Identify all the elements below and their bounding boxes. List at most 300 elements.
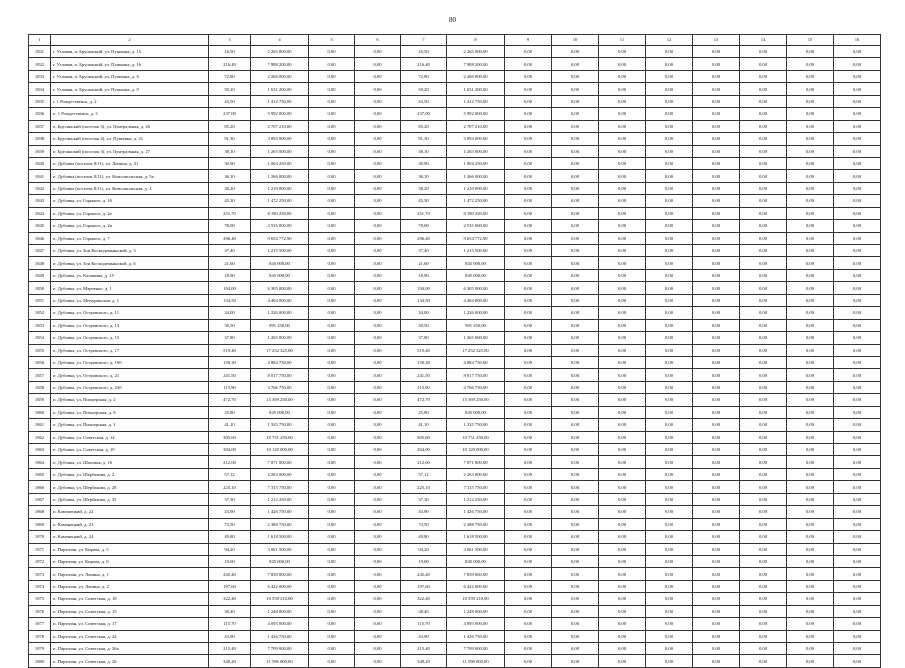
row-number-cell: 1832 <box>29 58 51 70</box>
value-cell: 0,00 <box>599 257 646 269</box>
value-cell: 0,00 <box>834 282 881 294</box>
value-cell: 0,00 <box>505 419 552 431</box>
row-number-cell: 1870 <box>29 531 51 543</box>
row-number-cell: 1849 <box>29 269 51 281</box>
address-cell: п. Партизан, ул. Ленина, д. 1 <box>51 568 209 580</box>
value-cell: 0,00 <box>355 95 401 107</box>
value-cell: 0,00 <box>834 506 881 518</box>
table-row <box>29 195 881 207</box>
value-cell: 0,00 <box>693 468 740 480</box>
value-cell: 0,00 <box>693 655 740 667</box>
table-row <box>29 630 881 642</box>
row-number-cell: 1850 <box>29 282 51 294</box>
address-cell: п. Дубовка, ул. Зои Космодемьянской, д. 3 <box>51 245 209 257</box>
row-number-cell: 1853 <box>29 319 51 331</box>
value-cell: 0,00 <box>693 506 740 518</box>
value-cell: 0,00 <box>740 257 787 269</box>
address-cell: п. Дубовка, ул. Островского, д. 11 <box>51 307 209 319</box>
value-cell: 0,00 <box>355 344 401 356</box>
value-cell: 0,00 <box>599 220 646 232</box>
value-cell: 0,00 <box>693 307 740 319</box>
value-cell: 0,00 <box>599 394 646 406</box>
value-cell: 0,00 <box>787 543 834 555</box>
value-cell: 0,00 <box>552 531 599 543</box>
value-cell: 5 992 000,00 <box>447 108 505 120</box>
value-cell: 0,00 <box>834 543 881 555</box>
table-row <box>29 307 881 319</box>
value-cell: 0,00 <box>646 506 693 518</box>
value-cell: 0,00 <box>505 269 552 281</box>
value-cell: 0,00 <box>834 394 881 406</box>
value-cell: 0,00 <box>355 419 401 431</box>
table-row <box>29 145 881 157</box>
value-cell: 41,10 <box>401 419 447 431</box>
value-cell: 0,00 <box>599 543 646 555</box>
address-cell: п. Партизан, ул. Советская, д. 26а <box>51 643 209 655</box>
value-cell: 11 596 000,00 <box>251 655 309 667</box>
value-cell: 0,00 <box>309 406 355 418</box>
table-row <box>29 369 881 381</box>
address-cell: п. Брусянский (поселок 3), ул. Центральная, д. 26 <box>51 120 209 132</box>
value-cell: 212,00 <box>209 456 251 468</box>
value-cell: 0,00 <box>599 307 646 319</box>
value-cell: 0,00 <box>740 157 787 169</box>
column-header-15: 15 <box>787 35 834 46</box>
value-cell: 0,00 <box>834 245 881 257</box>
value-cell: 0,00 <box>787 605 834 617</box>
value-cell: 0,00 <box>505 394 552 406</box>
value-cell: 2 535 000,00 <box>447 220 505 232</box>
value-cell: 38,20 <box>401 182 447 194</box>
value-cell: 0,00 <box>309 580 355 592</box>
value-cell: 0,00 <box>693 319 740 331</box>
value-cell: 1 210 000,00 <box>447 182 505 194</box>
value-cell: 5 992 000,00 <box>251 108 309 120</box>
value-cell: 0,00 <box>309 431 355 443</box>
value-cell: 0,00 <box>834 655 881 667</box>
value-cell: 0,00 <box>646 269 693 281</box>
value-cell: 0,00 <box>646 195 693 207</box>
value-cell: 0,00 <box>646 444 693 456</box>
value-cell: 0,00 <box>740 46 787 58</box>
value-cell: 0,00 <box>309 108 355 120</box>
value-cell: 519,40 <box>401 344 447 356</box>
table-row <box>29 381 881 393</box>
value-cell: 0,00 <box>599 344 646 356</box>
row-number-cell: 1833 <box>29 70 51 82</box>
value-cell: 0,00 <box>355 220 401 232</box>
value-cell: 0,00 <box>646 182 693 194</box>
value-cell: 0,00 <box>355 157 401 169</box>
value-cell: 0,00 <box>740 493 787 505</box>
value-cell: 1 212 250,00 <box>447 493 505 505</box>
value-cell: 0,00 <box>599 369 646 381</box>
value-cell: 0,00 <box>646 655 693 667</box>
value-cell: 18,90 <box>401 269 447 281</box>
value-cell: 0,00 <box>787 170 834 182</box>
value-cell: 0,00 <box>834 456 881 468</box>
value-cell: 0,00 <box>740 456 787 468</box>
value-cell: 0,00 <box>740 58 787 70</box>
value-cell: 0,00 <box>309 531 355 543</box>
value-cell: 0,00 <box>599 282 646 294</box>
value-cell: 0,00 <box>646 58 693 70</box>
value-cell: 0,00 <box>505 481 552 493</box>
value-cell: 0,00 <box>309 493 355 505</box>
address-cell: п. Дубовка, ул. Марченко, д. 1 <box>51 282 209 294</box>
value-cell: 0,00 <box>552 70 599 82</box>
row-number-cell: 1841 <box>29 170 51 182</box>
address-cell: п. Дубовка, ул. Калинина, д. 15 <box>51 269 209 281</box>
value-cell: 0,00 <box>834 257 881 269</box>
value-cell: 845 000,00 <box>447 555 505 567</box>
value-cell: 0,00 <box>309 593 355 605</box>
value-cell: 0,00 <box>693 568 740 580</box>
address-cell: п. Партизан, ул. Ленина, д. 2 <box>51 580 209 592</box>
value-cell: 0,00 <box>740 531 787 543</box>
value-cell: 10 120 000,00 <box>447 444 505 456</box>
address-cell: п. Партизан, ул. Советская, д. 24 <box>51 630 209 642</box>
value-cell: 10 559 210,00 <box>251 593 309 605</box>
value-cell: 845 000,00 <box>251 257 309 269</box>
value-cell: 0,00 <box>834 468 881 480</box>
value-cell: 0,00 <box>309 319 355 331</box>
value-cell: 0,00 <box>505 133 552 145</box>
column-header-2: 2 <box>51 35 209 46</box>
value-cell: 0,00 <box>355 481 401 493</box>
value-cell: 0,00 <box>834 207 881 219</box>
value-cell: 0,00 <box>646 419 693 431</box>
value-cell: 0,00 <box>309 195 355 207</box>
value-cell: 0,00 <box>355 282 401 294</box>
value-cell: 37,30 <box>209 493 251 505</box>
value-cell: 0,00 <box>834 220 881 232</box>
value-cell: 0,00 <box>787 431 834 443</box>
value-cell: 0,00 <box>355 46 401 58</box>
value-cell: 241,50 <box>209 369 251 381</box>
value-cell: 0,00 <box>552 182 599 194</box>
value-cell: 0,00 <box>693 195 740 207</box>
value-cell: 0,00 <box>599 618 646 630</box>
value-cell: 0,00 <box>552 580 599 592</box>
value-cell: 0,00 <box>505 145 552 157</box>
address-cell: п. Дубовка, ул. Шербакова, д. 28 <box>51 481 209 493</box>
value-cell: 0,00 <box>834 381 881 393</box>
value-cell: 36,10 <box>401 170 447 182</box>
value-cell: 0,00 <box>787 319 834 331</box>
value-cell: 0,00 <box>646 344 693 356</box>
table-row <box>29 83 881 95</box>
value-cell: 0,00 <box>599 58 646 70</box>
value-cell: 0,00 <box>646 369 693 381</box>
address-cell: п. Дубовка, ул. Советская, д. 19 <box>51 444 209 456</box>
value-cell: 0,00 <box>309 245 355 257</box>
value-cell: 0,00 <box>599 518 646 530</box>
value-cell: 0,00 <box>599 444 646 456</box>
value-cell: 0,00 <box>787 419 834 431</box>
value-cell: 7 315 750,00 <box>447 481 505 493</box>
value-cell: 0,00 <box>646 481 693 493</box>
value-cell: 0,00 <box>599 381 646 393</box>
value-cell: 0,00 <box>646 493 693 505</box>
value-cell: 0,00 <box>646 568 693 580</box>
table-row <box>29 220 881 232</box>
value-cell: 0,00 <box>355 170 401 182</box>
value-cell: 0,00 <box>787 655 834 667</box>
table-row <box>29 232 881 244</box>
column-header-4: 4 <box>251 35 309 46</box>
row-number-cell: 1840 <box>29 157 51 169</box>
value-cell: 0,00 <box>740 282 787 294</box>
value-cell: 0,00 <box>309 58 355 70</box>
address-cell: п. Партизан, ул. Кирова, д. 5 <box>51 543 209 555</box>
value-cell: 3 094 000,00 <box>447 133 505 145</box>
value-cell: 0,00 <box>740 568 787 580</box>
value-cell: 43,50 <box>401 95 447 107</box>
value-cell: 0,00 <box>309 456 355 468</box>
row-number-cell: 1845 <box>29 220 51 232</box>
value-cell: 0,00 <box>787 269 834 281</box>
value-cell: 0,00 <box>355 207 401 219</box>
value-cell: 0,00 <box>740 593 787 605</box>
value-cell: 0,00 <box>505 195 552 207</box>
value-cell: 0,00 <box>355 145 401 157</box>
address-cell: г. Узловая, п. Брусянский, ул. Пушкина, д. 8 <box>51 70 209 82</box>
value-cell: 0,00 <box>309 643 355 655</box>
value-cell: 0,00 <box>834 145 881 157</box>
value-cell: 7 315 750,00 <box>251 481 309 493</box>
row-number-cell: 1835 <box>29 95 51 107</box>
value-cell: 0,00 <box>552 46 599 58</box>
value-cell: 0,00 <box>505 605 552 617</box>
value-cell: 0,00 <box>646 381 693 393</box>
value-cell: 0,00 <box>787 108 834 120</box>
value-cell: 0,00 <box>355 630 401 642</box>
value-cell: 2 266 000,00 <box>251 70 309 82</box>
address-cell: п. Дубовка (поселок 8/11), ул. Комсомольская, д. 4 <box>51 182 209 194</box>
column-header-8: 8 <box>447 35 505 46</box>
value-cell: 1 266 000,00 <box>447 170 505 182</box>
value-cell: 0,00 <box>505 245 552 257</box>
value-cell: 0,00 <box>787 643 834 655</box>
value-cell: 57,12 <box>209 468 251 480</box>
value-cell: 0,00 <box>787 282 834 294</box>
value-cell: 0,00 <box>693 70 740 82</box>
address-cell: п. Дубовка, ул. Островского, д. 17 <box>51 344 209 356</box>
value-cell: 0,00 <box>552 431 599 443</box>
value-cell: 0,00 <box>552 493 599 505</box>
value-cell: 296,40 <box>209 232 251 244</box>
value-cell: 0,00 <box>505 170 552 182</box>
value-cell: 115,70 <box>401 618 447 630</box>
value-cell: 0,00 <box>693 145 740 157</box>
value-cell: 0,00 <box>552 319 599 331</box>
value-cell: 38,10 <box>209 145 251 157</box>
value-cell: 0,00 <box>787 369 834 381</box>
address-cell: г. Узловая, п. Брусянский, ул. Пушкина, д. 9 <box>51 83 209 95</box>
value-cell: 0,00 <box>646 145 693 157</box>
value-cell: 0,00 <box>505 83 552 95</box>
address-cell: п. 1 Рождественск, д. 3 <box>51 108 209 120</box>
value-cell: 7 839 000,00 <box>447 568 505 580</box>
address-cell: п. Каменецкий, д. 24 <box>51 531 209 543</box>
table-row <box>29 257 881 269</box>
value-cell: 0,00 <box>505 593 552 605</box>
value-cell: 0,00 <box>787 381 834 393</box>
value-cell: 0,00 <box>787 568 834 580</box>
value-cell: 0,00 <box>787 406 834 418</box>
value-cell: 0,00 <box>834 531 881 543</box>
value-cell: 0,00 <box>309 568 355 580</box>
value-cell: 2 265 000,00 <box>251 46 309 58</box>
value-cell: 0,00 <box>505 294 552 306</box>
value-cell: 0,00 <box>599 468 646 480</box>
value-cell: 0,00 <box>693 406 740 418</box>
value-cell: 0,00 <box>834 95 881 107</box>
value-cell: 1 335 750,00 <box>251 419 309 431</box>
value-cell: 194,00 <box>209 282 251 294</box>
value-cell: 0,00 <box>740 344 787 356</box>
table-row <box>29 120 881 132</box>
value-cell: 9 654 772,90 <box>447 232 505 244</box>
value-cell: 0,00 <box>834 46 881 58</box>
value-cell: 0,00 <box>646 46 693 58</box>
value-cell: 0,00 <box>787 481 834 493</box>
value-cell: 0,00 <box>693 46 740 58</box>
column-header-12: 12 <box>646 35 693 46</box>
value-cell: 0,00 <box>309 605 355 617</box>
address-cell: п. Партизан, ул. Советская, д. 17 <box>51 618 209 630</box>
value-cell: 0,00 <box>355 568 401 580</box>
value-cell: 0,00 <box>552 108 599 120</box>
value-cell: 7 709 000,00 <box>251 643 309 655</box>
value-cell: 0,00 <box>646 257 693 269</box>
value-cell: 0,00 <box>355 182 401 194</box>
value-cell: 0,00 <box>552 232 599 244</box>
value-cell: 0,00 <box>505 46 552 58</box>
value-cell: 15 369 250,00 <box>447 394 505 406</box>
value-cell: 9 654 772,90 <box>251 232 309 244</box>
row-number-cell: 1836 <box>29 108 51 120</box>
value-cell: 45,30 <box>209 195 251 207</box>
value-cell: 37,40 <box>209 245 251 257</box>
value-cell: 0,00 <box>834 319 881 331</box>
value-cell: 0,00 <box>693 95 740 107</box>
value-cell: 0,00 <box>787 245 834 257</box>
value-cell: 0,00 <box>834 133 881 145</box>
value-cell: 34,00 <box>401 307 447 319</box>
value-cell: 37,30 <box>401 493 447 505</box>
address-cell: г. Узловая, п. Брусянский, ул. Пушкина, д. 15 <box>51 46 209 58</box>
value-cell: 0,00 <box>646 543 693 555</box>
address-cell: п. Дубовка, ул. Островского, д. 15 <box>51 332 209 344</box>
value-cell: 0,00 <box>646 307 693 319</box>
value-cell: 91,30 <box>209 133 251 145</box>
value-cell: 0,00 <box>355 431 401 443</box>
value-cell: 0,00 <box>693 580 740 592</box>
value-cell: 0,00 <box>646 70 693 82</box>
value-cell: 0,00 <box>599 145 646 157</box>
value-cell: 0,00 <box>599 593 646 605</box>
address-cell: п. Дубовка (поселок 8/11), ул. Ленина, д. 31 <box>51 157 209 169</box>
value-cell: 0,00 <box>552 294 599 306</box>
value-cell: 0,00 <box>309 269 355 281</box>
value-cell: 0,00 <box>309 70 355 82</box>
value-cell: 0,00 <box>599 294 646 306</box>
value-cell: 1 426 750,00 <box>251 506 309 518</box>
value-cell: 115,90 <box>209 381 251 393</box>
value-cell: 0,00 <box>599 580 646 592</box>
value-cell: 0,00 <box>693 493 740 505</box>
column-header-1: 1 <box>29 35 51 46</box>
value-cell: 0,00 <box>309 630 355 642</box>
value-cell: 72,80 <box>401 70 447 82</box>
value-cell: 0,00 <box>646 456 693 468</box>
value-cell: 0,00 <box>552 506 599 518</box>
value-cell: 0,00 <box>834 431 881 443</box>
value-cell: 1 412 750,00 <box>251 95 309 107</box>
value-cell: 4 884 750,00 <box>447 356 505 368</box>
value-cell: 472,70 <box>401 394 447 406</box>
value-cell: 0,00 <box>309 394 355 406</box>
value-cell: 0,00 <box>646 555 693 567</box>
value-cell: 0,00 <box>552 170 599 182</box>
value-cell: 0,00 <box>599 95 646 107</box>
value-cell: 11 596 000,00 <box>447 655 505 667</box>
value-cell: 0,00 <box>646 394 693 406</box>
column-header-7: 7 <box>401 35 447 46</box>
value-cell: 10 559 210,00 <box>447 593 505 605</box>
value-cell: 0,00 <box>787 580 834 592</box>
value-cell: 0,00 <box>505 319 552 331</box>
row-number-cell: 1862 <box>29 431 51 443</box>
value-cell: 0,00 <box>740 518 787 530</box>
value-cell: 0,00 <box>505 70 552 82</box>
value-cell: 216,40 <box>209 58 251 70</box>
value-cell: 7 988 200,00 <box>447 58 505 70</box>
value-cell: 1 004 250,00 <box>251 157 309 169</box>
column-header-16: 16 <box>834 35 881 46</box>
row-number-cell: 1848 <box>29 257 51 269</box>
address-cell: п. Партизан, ул. Советская, д. 15 <box>51 605 209 617</box>
value-cell: 30,50 <box>209 319 251 331</box>
value-cell: 0,00 <box>505 58 552 70</box>
value-cell: 0,00 <box>309 120 355 132</box>
value-cell: 0,00 <box>599 332 646 344</box>
value-cell: 215,40 <box>401 643 447 655</box>
value-cell: 237,00 <box>401 108 447 120</box>
value-cell: 0,00 <box>599 481 646 493</box>
value-cell: 49,80 <box>209 531 251 543</box>
value-cell: 0,00 <box>599 46 646 58</box>
value-cell: 4 404 000,00 <box>251 294 309 306</box>
value-cell: 0,00 <box>646 643 693 655</box>
value-cell: 845 000,00 <box>251 406 309 418</box>
value-cell: 0,00 <box>552 257 599 269</box>
value-cell: 0,00 <box>505 655 552 667</box>
value-cell: 241,50 <box>401 369 447 381</box>
value-cell: 3 766 750,00 <box>447 381 505 393</box>
table-row <box>29 394 881 406</box>
value-cell: 57,12 <box>401 468 447 480</box>
value-cell: 0,00 <box>646 531 693 543</box>
value-cell: 134,50 <box>401 294 447 306</box>
value-cell: 0,00 <box>599 506 646 518</box>
row-number-cell: 1834 <box>29 83 51 95</box>
value-cell: 0,00 <box>646 170 693 182</box>
value-cell: 0,00 <box>552 282 599 294</box>
value-cell: 0,00 <box>505 630 552 642</box>
